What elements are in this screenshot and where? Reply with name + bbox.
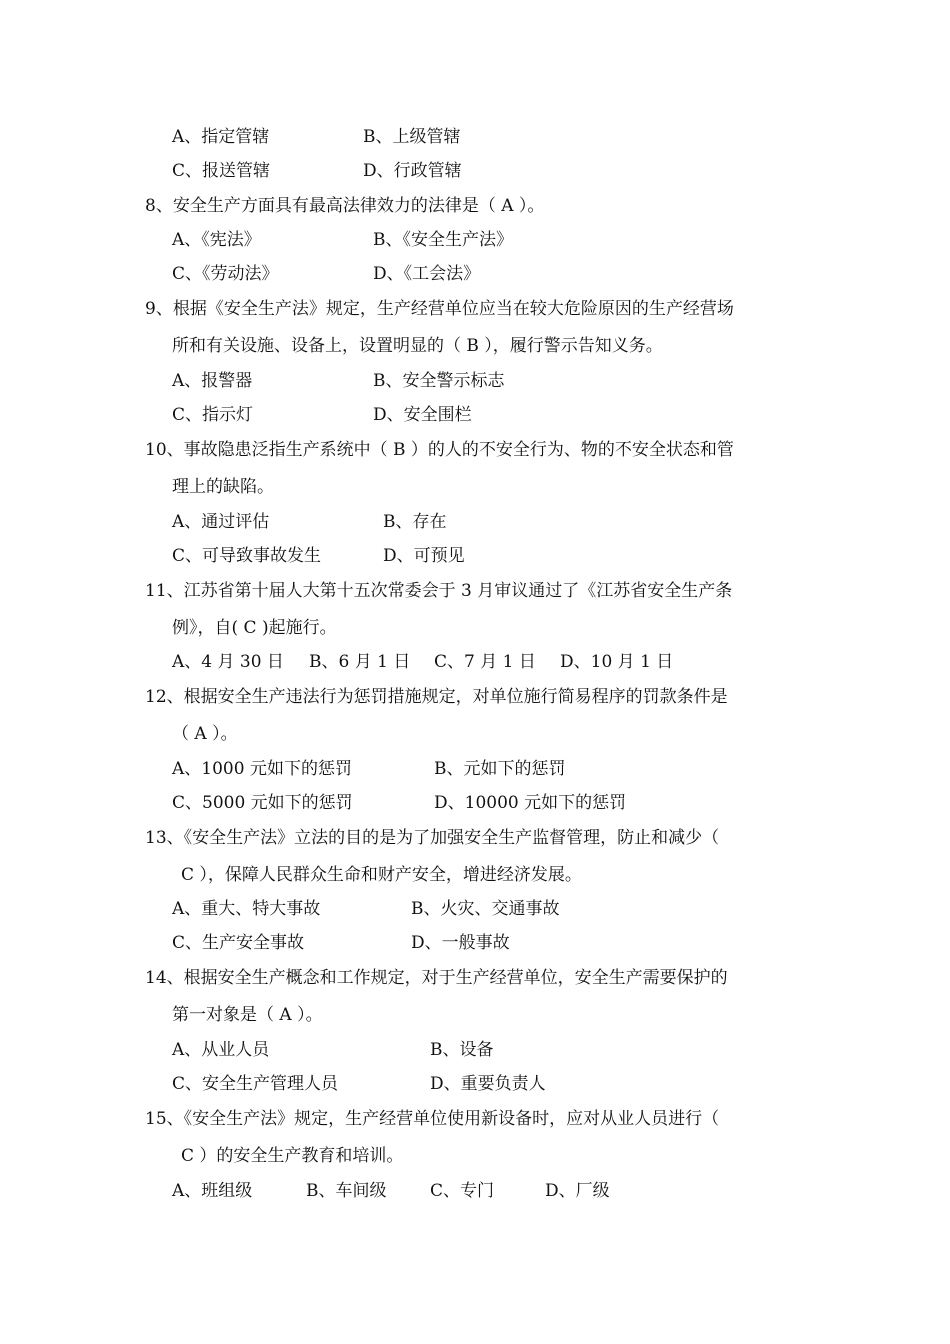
question-14-text: 14、根据安全生产概念和工作规定，对于生产经营单位，安全生产需要保护的 bbox=[145, 968, 728, 988]
question-9-text: 9、根据《安全生产法》规定，生产经营单位应当在较大危险原因的生产经营场 bbox=[145, 299, 734, 319]
question-10-text: 10、事故隐患泛指生产系统中（ B ）的人的不安全行为、物的不安全状态和管 bbox=[145, 440, 734, 460]
option-d: D、重要负责人 bbox=[430, 1074, 546, 1094]
question-12-text: 12、根据安全生产违法行为惩罚措施规定，对单位施行简易程序的罚款条件是 bbox=[145, 687, 728, 707]
option-c: C、5000 元如下的惩罚 bbox=[172, 793, 353, 813]
option-a: A、从业人员 bbox=[172, 1040, 270, 1060]
option-b: B、上级管辖 bbox=[363, 127, 461, 147]
option-a: A、报警器 bbox=[172, 371, 253, 391]
option-b: B、火灾、交通事故 bbox=[411, 899, 560, 919]
question-11-text-cont: 例》，自( C )起施行。 bbox=[172, 618, 337, 638]
option-c: C、可导致事故发生 bbox=[172, 546, 322, 566]
option-c: C、指示灯 bbox=[172, 405, 254, 425]
question-9-text-cont: 所和有关设施、设备上，设置明显的（ B ），履行警示告知义务。 bbox=[172, 336, 663, 356]
question-10-text-cont: 理上的缺陷。 bbox=[172, 477, 274, 497]
option-b: B、存在 bbox=[383, 512, 447, 532]
option-a: A、4 月 30 日 bbox=[172, 652, 284, 672]
question-8-text: 8、安全生产方面具有最高法律效力的法律是（ A ）。 bbox=[145, 196, 545, 216]
option-d: D、10000 元如下的惩罚 bbox=[434, 793, 627, 813]
question-15-text-cont: C ）的安全生产教育和培训。 bbox=[181, 1146, 404, 1166]
option-c: C、7 月 1 日 bbox=[434, 652, 536, 672]
option-a: A、重大、特大事故 bbox=[172, 899, 321, 919]
question-15-text: 15、《安全生产法》规定，生产经营单位使用新设备时，应对从业人员进行（ bbox=[145, 1109, 720, 1129]
question-12-text-cont: （ A ）。 bbox=[172, 724, 238, 744]
option-b: B、车间级 bbox=[306, 1181, 387, 1201]
option-d: D、10 月 1 日 bbox=[560, 652, 674, 672]
question-14-text-cont: 第一对象是（ A ）。 bbox=[172, 1005, 323, 1025]
option-c: C、生产安全事故 bbox=[172, 933, 305, 953]
option-b: B、6 月 1 日 bbox=[309, 652, 411, 672]
option-d: D、一般事故 bbox=[411, 933, 510, 953]
option-c: C、专门 bbox=[430, 1181, 495, 1201]
option-c: C、安全生产管理人员 bbox=[172, 1074, 339, 1094]
option-c: C、《劳动法》 bbox=[172, 264, 279, 284]
option-b: B、设备 bbox=[430, 1040, 494, 1060]
option-b: B、《安全生产法》 bbox=[373, 230, 513, 250]
option-c: C、报送管辖 bbox=[172, 161, 271, 181]
option-a: A、1000 元如下的惩罚 bbox=[172, 759, 352, 779]
question-13-text: 13、《安全生产法》立法的目的是为了加强安全生产监督管理，防止和减少（ bbox=[145, 828, 720, 848]
question-13-text-cont: C ），保障人民群众生命和财产安全，增进经济发展。 bbox=[181, 865, 582, 885]
option-a: A、通过评估 bbox=[172, 512, 270, 532]
option-d: D、厂级 bbox=[545, 1181, 610, 1201]
option-d: D、可预见 bbox=[383, 546, 465, 566]
option-a: A、《宪法》 bbox=[172, 230, 261, 250]
option-d: D、《工会法》 bbox=[373, 264, 481, 284]
option-b: B、元如下的惩罚 bbox=[434, 759, 566, 779]
option-b: B、安全警示标志 bbox=[373, 371, 505, 391]
option-d: D、行政管辖 bbox=[363, 161, 462, 181]
option-d: D、安全围栏 bbox=[373, 405, 472, 425]
option-a: A、班组级 bbox=[172, 1181, 253, 1201]
question-11-text: 11、江苏省第十届人大第十五次常委会于 3 月审议通过了《江苏省安全生产条 bbox=[145, 581, 733, 601]
option-a: A、指定管辖 bbox=[172, 127, 270, 147]
